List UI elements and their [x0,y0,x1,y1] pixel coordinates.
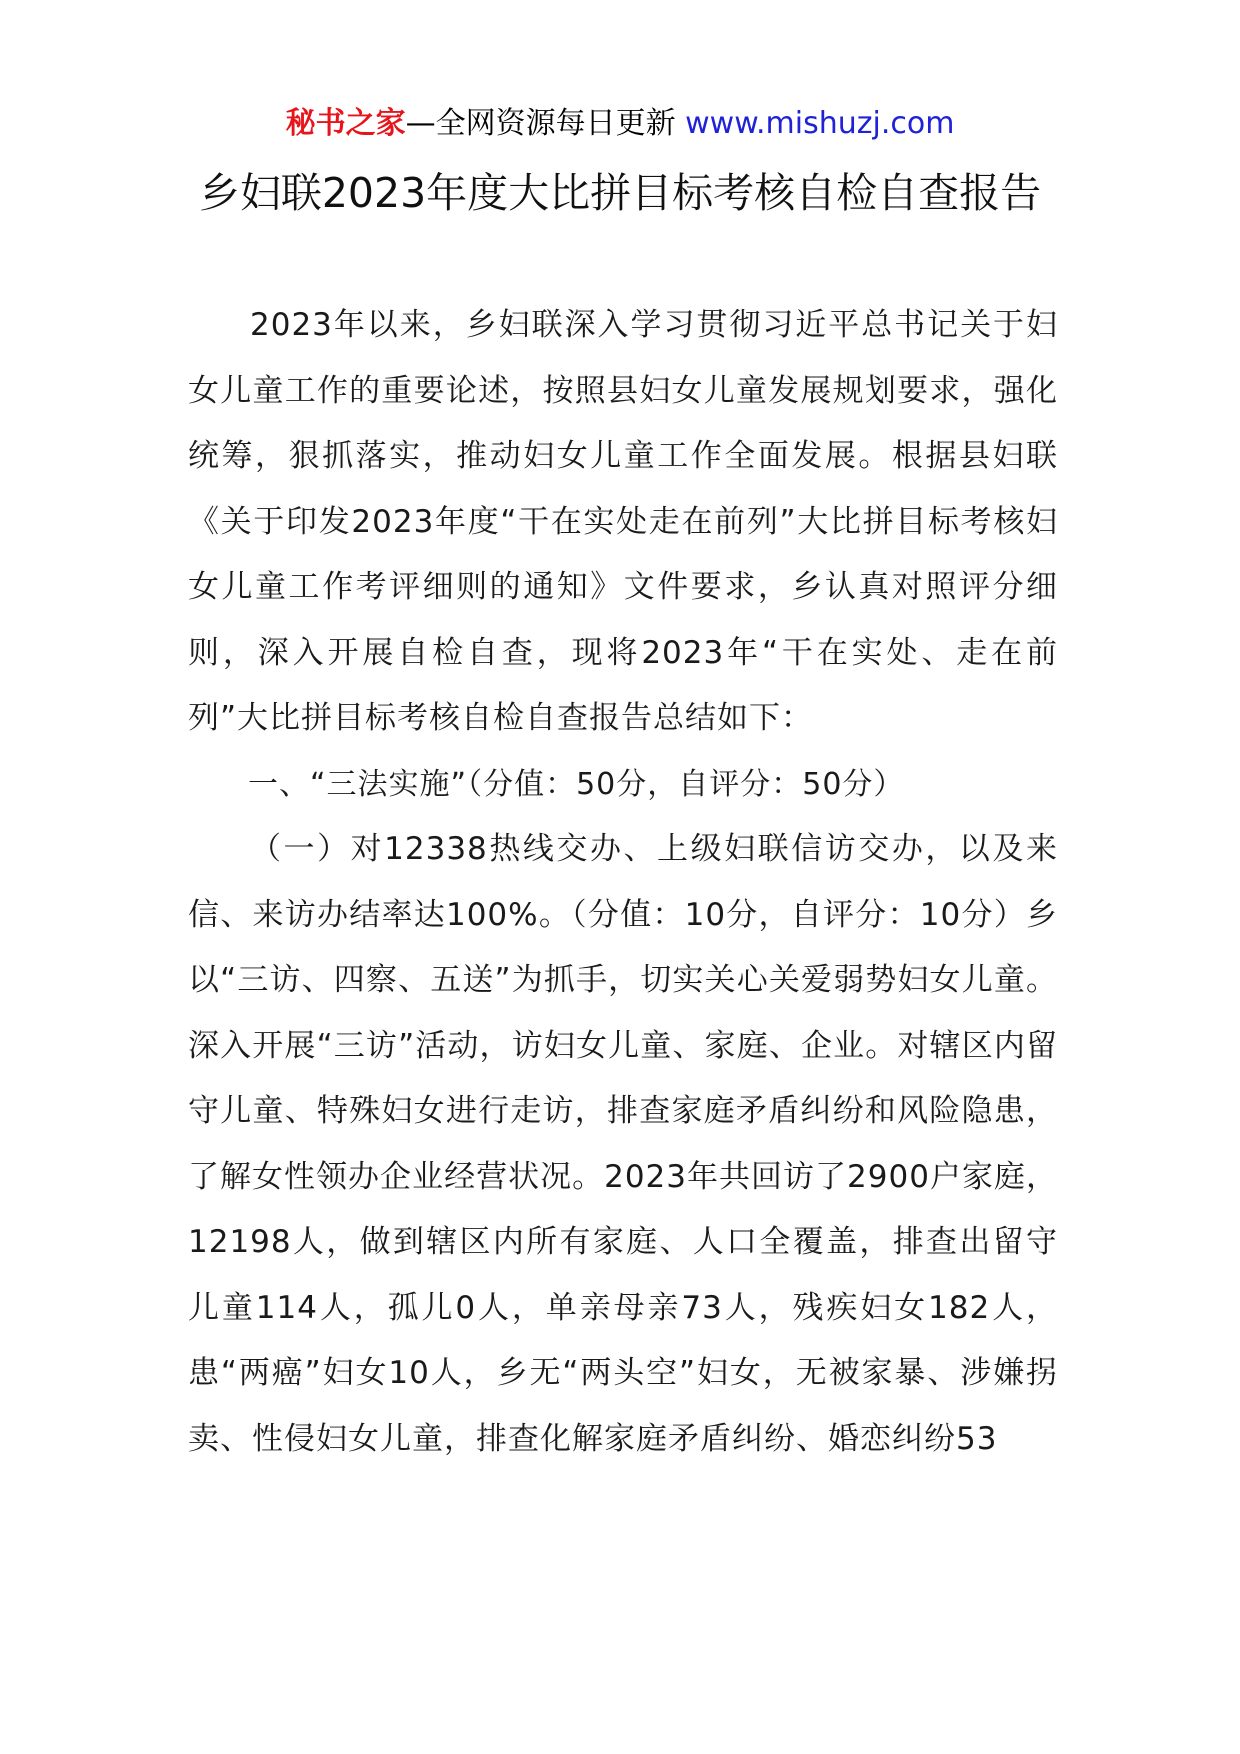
brand-name: 秘书之家 [285,106,406,141]
site-url-link[interactable]: www.mishuzj.com [685,106,955,141]
section-heading: 一、“三法实施”（分值：50分，自评分：50分） [248,766,905,802]
header-tagline: —全网资源每日更新 [405,106,686,141]
document-body [188,293,1058,1472]
intro-paragraph: 2023年以来，乡妇联深入学习贯彻习近平总书记关于妇女儿童工作的重要论述，按照县妇女儿童发展规划要求，强化统筹，狠抓落实，推动妇女儿童工作全面发展。根据县妇联《关于印发2023年度“干在实处走在前列”大比拼目标考核妇女儿童工作考评细则的通知》文件要求，乡认真对照评分细则，深入开展自检自查，现将2023年“干在实处、走在前列”大比拼目标考核自检自查报告总结如下： [188,307,1058,736]
site-header [0,104,1240,144]
document-title: 乡妇联2023年度大比拼目标考核自检自查报告 [198,169,1042,217]
subsection-paragraph: （一）对12338热线交办、上级妇联信访交办，以及来信、来访办结率达100%。（分值：10分，自评分：10分）乡以“三访、四察、五送”为抓手，切实关心关爱弱势妇女儿童。深入开展“三访”活动，访妇女儿童、家庭、企业。对辖区内留守儿童、特殊妇女进行走访，排查家庭矛盾纠纷和风险隐患，了解女性领办企业经营状况。2023年共回访了2900户家庭，12198人，做到辖区内所有家庭、人口全覆盖，排查出留守儿童114人，孤儿0人，单亲母亲73人，残疾妇女182人，患“两癌”妇女10人，乡无“两头空”妇女，无被家暴、涉嫌拐卖、性侵妇女儿童，排查化解家庭矛盾纠纷、婚恋纠纷53 [188,831,1058,1457]
